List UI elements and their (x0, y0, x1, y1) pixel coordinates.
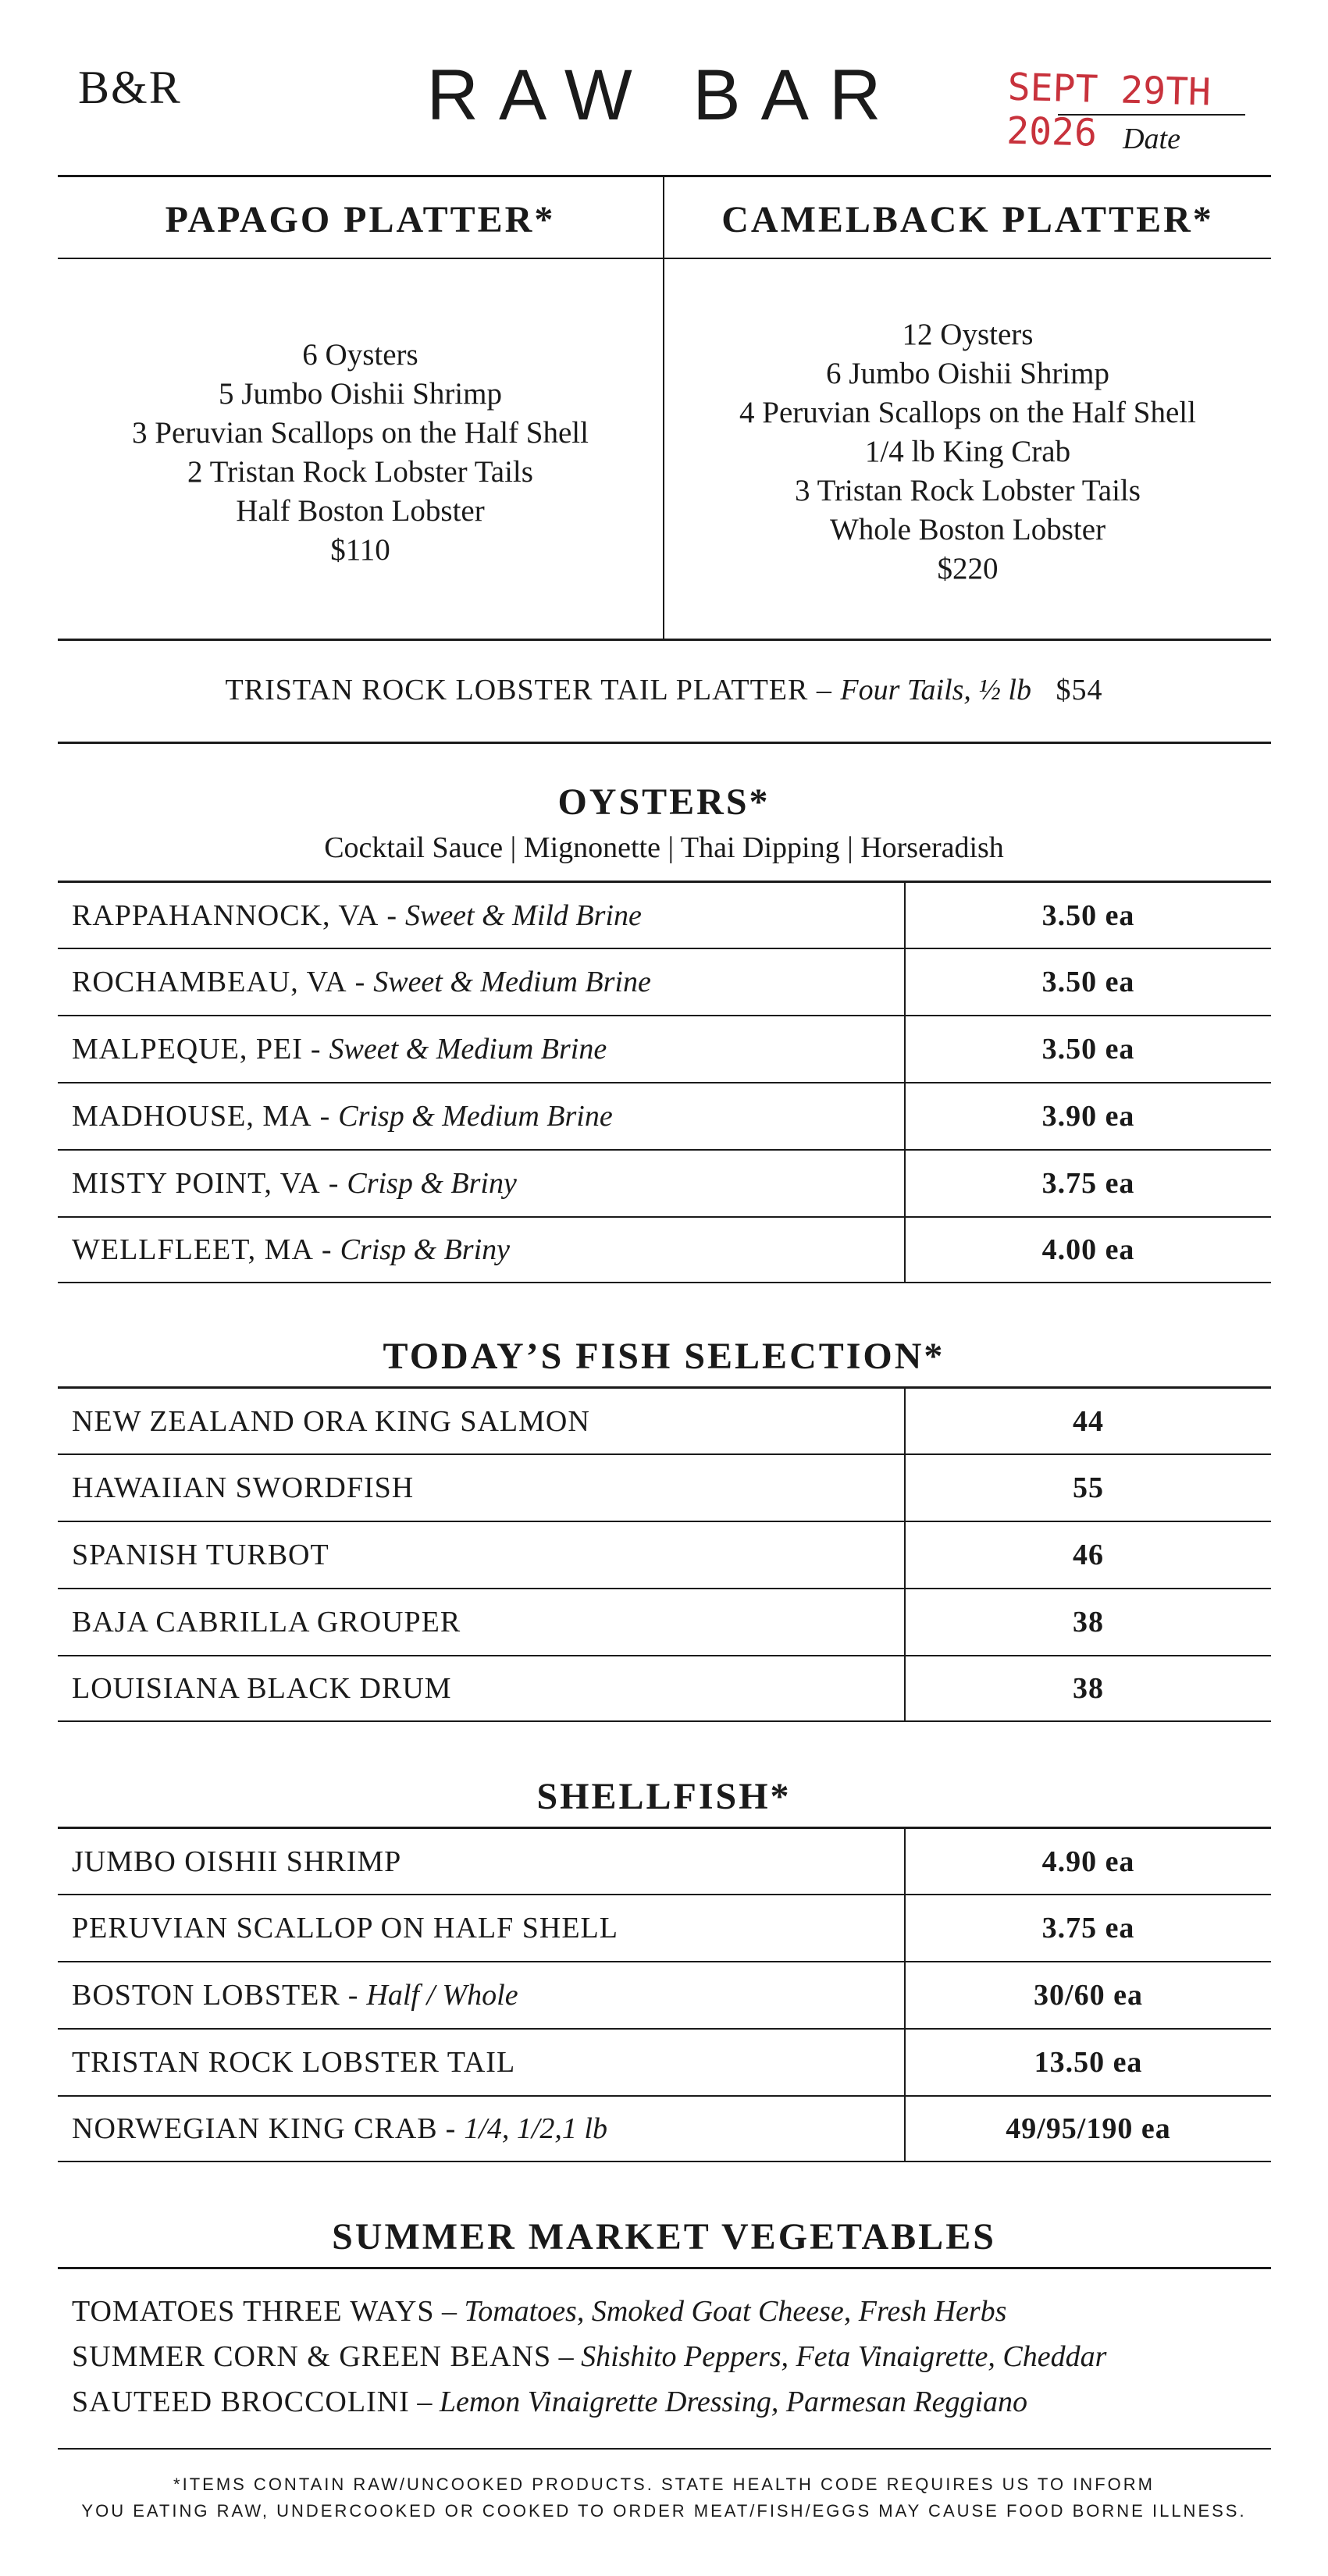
platter-item: 6 Oysters (302, 338, 418, 372)
item-note: Half / Whole (366, 1979, 518, 2012)
item-name: NEW ZEALAND ORA KING SALMON (58, 1389, 906, 1453)
dash: – (816, 674, 832, 706)
platter-price: $110 (330, 533, 390, 567)
item-price: 3.75 ea (1041, 1167, 1135, 1200)
fish-title: TODAY’S FISH SELECTION* (383, 1336, 945, 1377)
camelback-platter-title: CAMELBACK PLATTER* (721, 199, 1214, 240)
item-price: 3.90 ea (1041, 1100, 1135, 1133)
health-disclaimer (0, 2471, 1328, 2524)
item-price: 46 (1073, 1539, 1104, 1571)
table-row (58, 2028, 1271, 2095)
item-note: Crisp & Medium Brine (338, 1100, 613, 1133)
lobster-platter-name: TRISTAN ROCK LOBSTER TAIL PLATTER (225, 674, 809, 706)
date-label: Date (1123, 123, 1180, 155)
item-price: 49/95/190 ea (1006, 2112, 1171, 2145)
item-price: 13.50 ea (1034, 2046, 1143, 2079)
vegetables-list (72, 2289, 1274, 2425)
oysters-title: OYSTERS* (557, 781, 771, 823)
item-name: NORWEGIAN KING CRAB (72, 2112, 438, 2145)
item-name: MADHOUSE, MA (72, 1100, 312, 1133)
menu-title: RAW BAR (426, 55, 902, 135)
platter-item: 3 Tristan Rock Lobster Tails (795, 474, 1141, 507)
item-price: 30/60 ea (1034, 1979, 1143, 2012)
divider (58, 175, 1271, 177)
platter-item: 3 Peruvian Scallops on the Half Shell (132, 416, 589, 450)
item-name: ROCHAMBEAU, VA (72, 966, 347, 998)
veg-desc: Lemon Vinaigrette Dressing, Parmesan Reggiano (439, 2386, 1028, 2418)
veg-name: TOMATOES THREE WAYS (72, 2295, 435, 2328)
oysters-table (58, 881, 1271, 1283)
lobster-platter-desc: Four Tails, ½ lb (840, 674, 1031, 706)
platter-price: $220 (937, 552, 999, 585)
item-note: 1/4, 1/2,1 lb (464, 2112, 607, 2145)
item-name: RAPPAHANNOCK, VA (72, 898, 379, 932)
item-price: 3.75 ea (1041, 1912, 1135, 1944)
platter-item: 2 Tristan Rock Lobster Tails (187, 455, 533, 489)
platter-item: 6 Jumbo Oishii Shrimp (826, 357, 1109, 390)
item-name: PERUVIAN SCALLOP ON HALF SHELL (72, 1912, 618, 1944)
table-row (58, 1655, 1271, 1722)
table-row: BOSTON LOBSTER - Half / Whole 30/60 ea (58, 1961, 1271, 2028)
platter-item: 12 Oysters (902, 318, 1034, 351)
item-price: 4.90 ea (1041, 1845, 1135, 1878)
table-row: ROCHAMBEAU, VA - Sweet & Medium Brine 3.50 ea (58, 948, 1271, 1015)
item-name: MISTY POINT, VA (72, 1167, 321, 1200)
item-note: Crisp & Briny (347, 1167, 517, 1200)
platter-item: 5 Jumbo Oishii Shrimp (219, 377, 502, 411)
list-item: SAUTEED BROCCOLINI – Lemon Vinaigrette Dressing, Parmesan Reggiano (72, 2386, 1028, 2418)
table-row (58, 1453, 1271, 1521)
item-name: WELLFLEET, MA (72, 1233, 314, 1266)
veg-desc: Shishito Peppers, Feta Vinaigrette, Cheddar (581, 2340, 1107, 2373)
veg-desc: Tomatoes, Smoked Goat Cheese, Fresh Herbs (464, 2295, 1007, 2328)
item-name: TRISTAN ROCK LOBSTER TAIL (72, 2046, 516, 2079)
table-row: MADHOUSE, MA - Crisp & Medium Brine 3.90 ea (58, 1082, 1271, 1149)
item-price: 4.00 ea (1041, 1233, 1135, 1266)
list-item: TOMATOES THREE WAYS – Tomatoes, Smoked Goat Cheese, Fresh Herbs (72, 2295, 1007, 2328)
divider (58, 2267, 1271, 2269)
shellfish-table (58, 1827, 1271, 2162)
papago-platter-title: PAPAGO PLATTER* (165, 199, 556, 240)
platter-item: 1/4 lb King Crab (864, 435, 1071, 468)
vegetables-title: SUMMER MARKET VEGETABLES (332, 2216, 996, 2258)
item-name: HAWAIIAN SWORDFISH (58, 1455, 906, 1521)
camelback-platter-items (664, 315, 1271, 589)
list-item: SUMMER CORN & GREEN BEANS – Shishito Peppers, Feta Vinaigrette, Cheddar (72, 2340, 1107, 2373)
item-name: LOUISIANA BLACK DRUM (58, 1656, 906, 1720)
lobster-tail-platter (0, 673, 1328, 707)
item-note: Crisp & Briny (340, 1233, 511, 1266)
veg-name: SAUTEED BROCCOLINI (72, 2386, 410, 2418)
shellfish-title: SHELLFISH* (536, 1776, 792, 1817)
item-note: Sweet & Mild Brine (404, 898, 642, 932)
table-row: NORWEGIAN KING CRAB - 1/4, 1/2,1 lb 49/95/190 ea (58, 2095, 1271, 2162)
item-price: 3.50 ea (1041, 898, 1135, 932)
divider (58, 742, 1271, 744)
table-row (58, 1827, 1271, 1894)
item-name: SPANISH TURBOT (58, 1522, 906, 1588)
platter-item: 4 Peruvian Scallops on the Half Shell (739, 396, 1196, 429)
papago-platter-items (58, 336, 663, 570)
item-name: BAJA CABRILLA GROUPER (58, 1589, 906, 1655)
item-price: 44 (1073, 1404, 1104, 1438)
fish-table (58, 1386, 1271, 1722)
table-row (58, 1588, 1271, 1655)
oyster-sauces: Cocktail Sauce | Mignonette | Thai Dipping | Horseradish (324, 831, 1004, 864)
item-note: Sweet & Medium Brine (373, 966, 651, 998)
restaurant-logo: B&R (78, 62, 182, 113)
item-price: 38 (1073, 1606, 1104, 1638)
item-name: JUMBO OISHII SHRIMP (72, 1845, 402, 1878)
disclaimer-line: YOU EATING RAW, UNDERCOOKED OR COOKED TO ORDER MEAT/FISH/EGGS MAY CAUSE FOOD BORNE ILLNESS. (81, 2501, 1247, 2521)
lobster-platter-price: $54 (1056, 674, 1103, 706)
item-name: MALPEQUE, PEI (72, 1033, 303, 1066)
table-row: MALPEQUE, PEI - Sweet & Medium Brine 3.50 ea (58, 1015, 1271, 1082)
platter-item: Half Boston Lobster (236, 494, 485, 528)
item-note: Sweet & Medium Brine (329, 1033, 607, 1066)
table-row: MISTY POINT, VA - Crisp & Briny 3.75 ea (58, 1149, 1271, 1216)
platter-item: Whole Boston Lobster (829, 513, 1106, 546)
date-stamp: SEPT 29TH 2026 (1006, 65, 1212, 155)
divider (58, 2448, 1271, 2450)
item-price: 38 (1073, 1672, 1104, 1705)
divider (58, 258, 1271, 259)
item-price: 3.50 ea (1041, 966, 1135, 998)
item-price: 55 (1073, 1471, 1104, 1504)
table-row: WELLFLEET, MA - Crisp & Briny 4.00 ea (58, 1216, 1271, 1283)
table-row (58, 1894, 1271, 1961)
item-price: 3.50 ea (1041, 1033, 1135, 1066)
table-row (58, 1386, 1271, 1453)
table-row (58, 1521, 1271, 1588)
disclaimer-line: *ITEMS CONTAIN RAW/UNCOOKED PRODUCTS. STATE HEALTH CODE REQUIRES US TO INFORM (173, 2475, 1155, 2494)
veg-name: SUMMER CORN & GREEN BEANS (72, 2340, 552, 2373)
date-underline (1058, 114, 1245, 116)
table-row: RAPPAHANNOCK, VA - Sweet & Mild Brine 3.50 ea (58, 881, 1271, 948)
item-name: BOSTON LOBSTER (72, 1979, 340, 2012)
divider (58, 639, 1271, 641)
